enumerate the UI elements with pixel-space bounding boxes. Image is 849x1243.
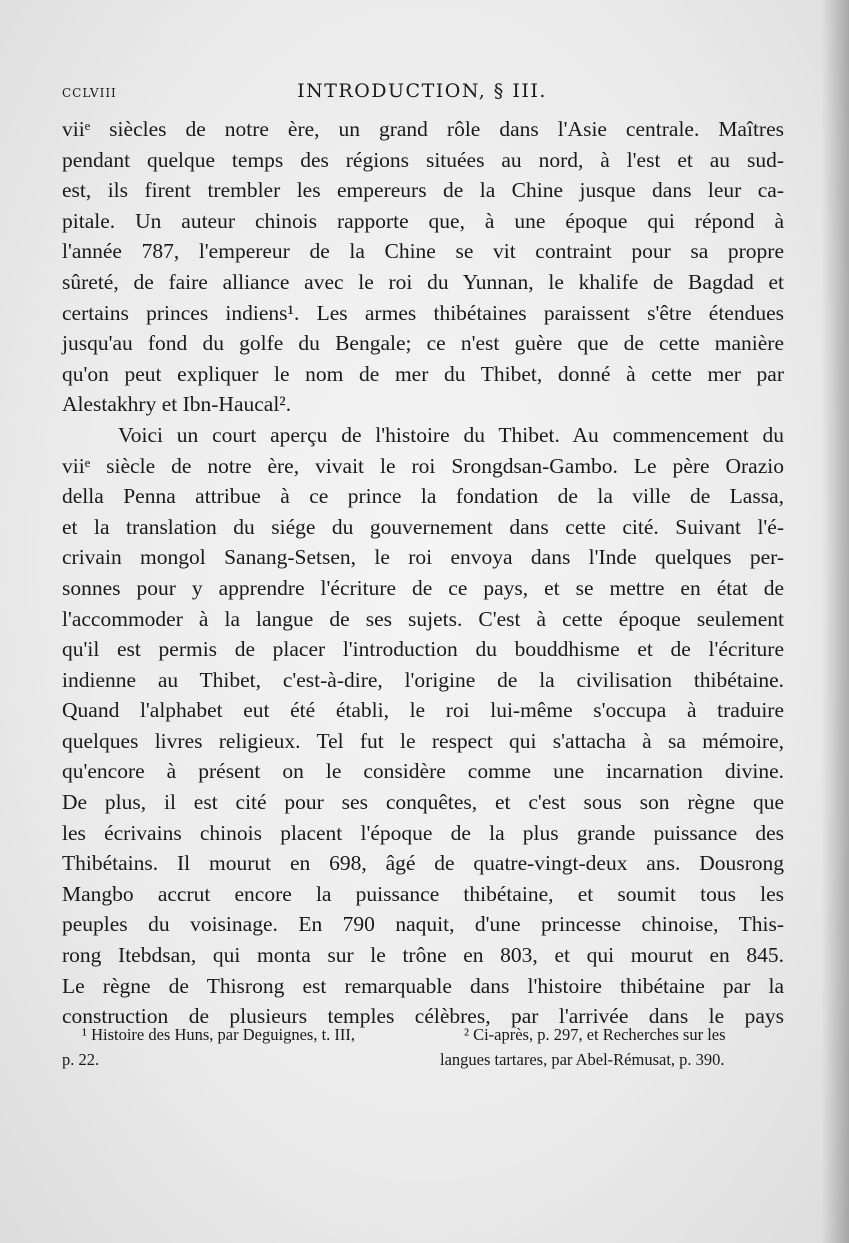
page-header	[62, 80, 782, 104]
footnote-2-line-1: ² Ci-après, p. 297, et Recherches sur les	[464, 1025, 726, 1044]
text-line: viiᵉ siècle de notre ère, vivait le roi Srongdsan-Gambo. Le père Orazio	[62, 453, 784, 478]
body-text	[62, 114, 784, 1032]
text-line: De plus, il est cité pour ses conquêtes, et c'est sous son règne que	[62, 790, 784, 815]
text-line: est, ils firent trembler les empereurs de la Chine jusque dans leur ca-	[62, 178, 784, 203]
text-line: jusqu'au fond du golfe du Bengale; ce n'est guère que de cette manière	[62, 331, 784, 356]
running-head: INTRODUCTION, § III.	[297, 80, 547, 102]
text-line: sonnes pour y apprendre l'écriture de ce pays, et se mettre en état de	[62, 575, 784, 600]
text-line: viiᵉ siècles de notre ère, un grand rôle dans l'Asie centrale. Maîtres	[62, 117, 784, 141]
text-line: l'année 787, l'empereur de la Chine se vit contraint pour sa propre	[62, 239, 784, 264]
text-line: construction de plusieurs temples célèbres, par l'arrivée dans le pays	[62, 1004, 784, 1029]
text-line: les écrivains chinois placent l'époque de la plus grande puissance des	[62, 820, 784, 845]
text-line: qu'encore à présent on le considère comme une incarnation divine.	[62, 759, 784, 784]
text-line: pitale. Un auteur chinois rapporte que, à une époque qui répond à	[62, 208, 784, 233]
text-line: Quand l'alphabet eut été établi, le roi lui-même s'occupa à traduire	[62, 698, 784, 723]
text-line: pendant quelque temps des régions situées au nord, à l'est et au sud-	[62, 147, 784, 172]
text-line: sûreté, de faire alliance avec le roi du Yunnan, le khalife de Bagdad et	[62, 269, 784, 294]
footnote-1-line-2: p. 22.	[62, 1050, 100, 1069]
text-line: Voici un court aperçu de l'histoire du Thibet. Au commencement du	[118, 422, 784, 447]
text-line: quelques livres religieux. Tel fut le respect qui s'attacha à sa mémoire,	[62, 728, 784, 753]
text-line: l'accommoder à la langue de ses sujets. C'est à cette époque seulement	[62, 606, 784, 631]
text-line: Mangbo accrut encore la puissance thibétaine, et soumit tous les	[62, 881, 784, 906]
footnote-1-line-1: ¹ Histoire des Huns, par Deguignes, t. III,	[82, 1025, 356, 1044]
folio-number: CCLVIII	[62, 86, 117, 100]
footnote-2-line-2: langues tartares, par Abel-Rémusat, p. 390.	[440, 1050, 725, 1069]
text-line: peuples du voisinage. En 790 naquit, d'une princesse chinoise, This-	[62, 912, 784, 937]
text-line: rong Itebdsan, qui monta sur le trône en 803, et qui mourut en 845.	[62, 943, 784, 968]
footnote-2	[440, 1022, 784, 1072]
text-line: crivain mongol Sanang-Setsen, le roi envoya dans l'Inde quelques per-	[62, 545, 784, 570]
text-line: indienne au Thibet, c'est-à-dire, l'origine de la civilisation thibétaine.	[62, 667, 784, 692]
text-line: et la translation du siége du gouvernement dans cette cité. Suivant l'é-	[62, 514, 784, 539]
text-line: Thibétains. Il mourut en 698, âgé de quatre-vingt-deux ans. Dousrong	[62, 851, 784, 876]
page-gutter-shadow	[821, 0, 849, 1243]
text-line: qu'il est permis de placer l'introduction du bouddhisme et de l'écriture	[62, 637, 784, 662]
text-line: certains princes indiens¹. Les armes thibétaines paraissent s'être étendues	[62, 300, 784, 325]
text-line: della Penna attribue à ce prince la fondation de la ville de Lassa,	[62, 484, 784, 509]
text-line: Alestakhry et Ibn-Haucal².	[62, 392, 292, 417]
text-line: qu'on peut expliquer le nom de mer du Thibet, donné à cette mer par	[62, 361, 784, 386]
text-line: Le règne de Thisrong est remarquable dans l'histoire thibétaine par la	[62, 973, 784, 998]
footnote-1	[62, 1022, 417, 1072]
